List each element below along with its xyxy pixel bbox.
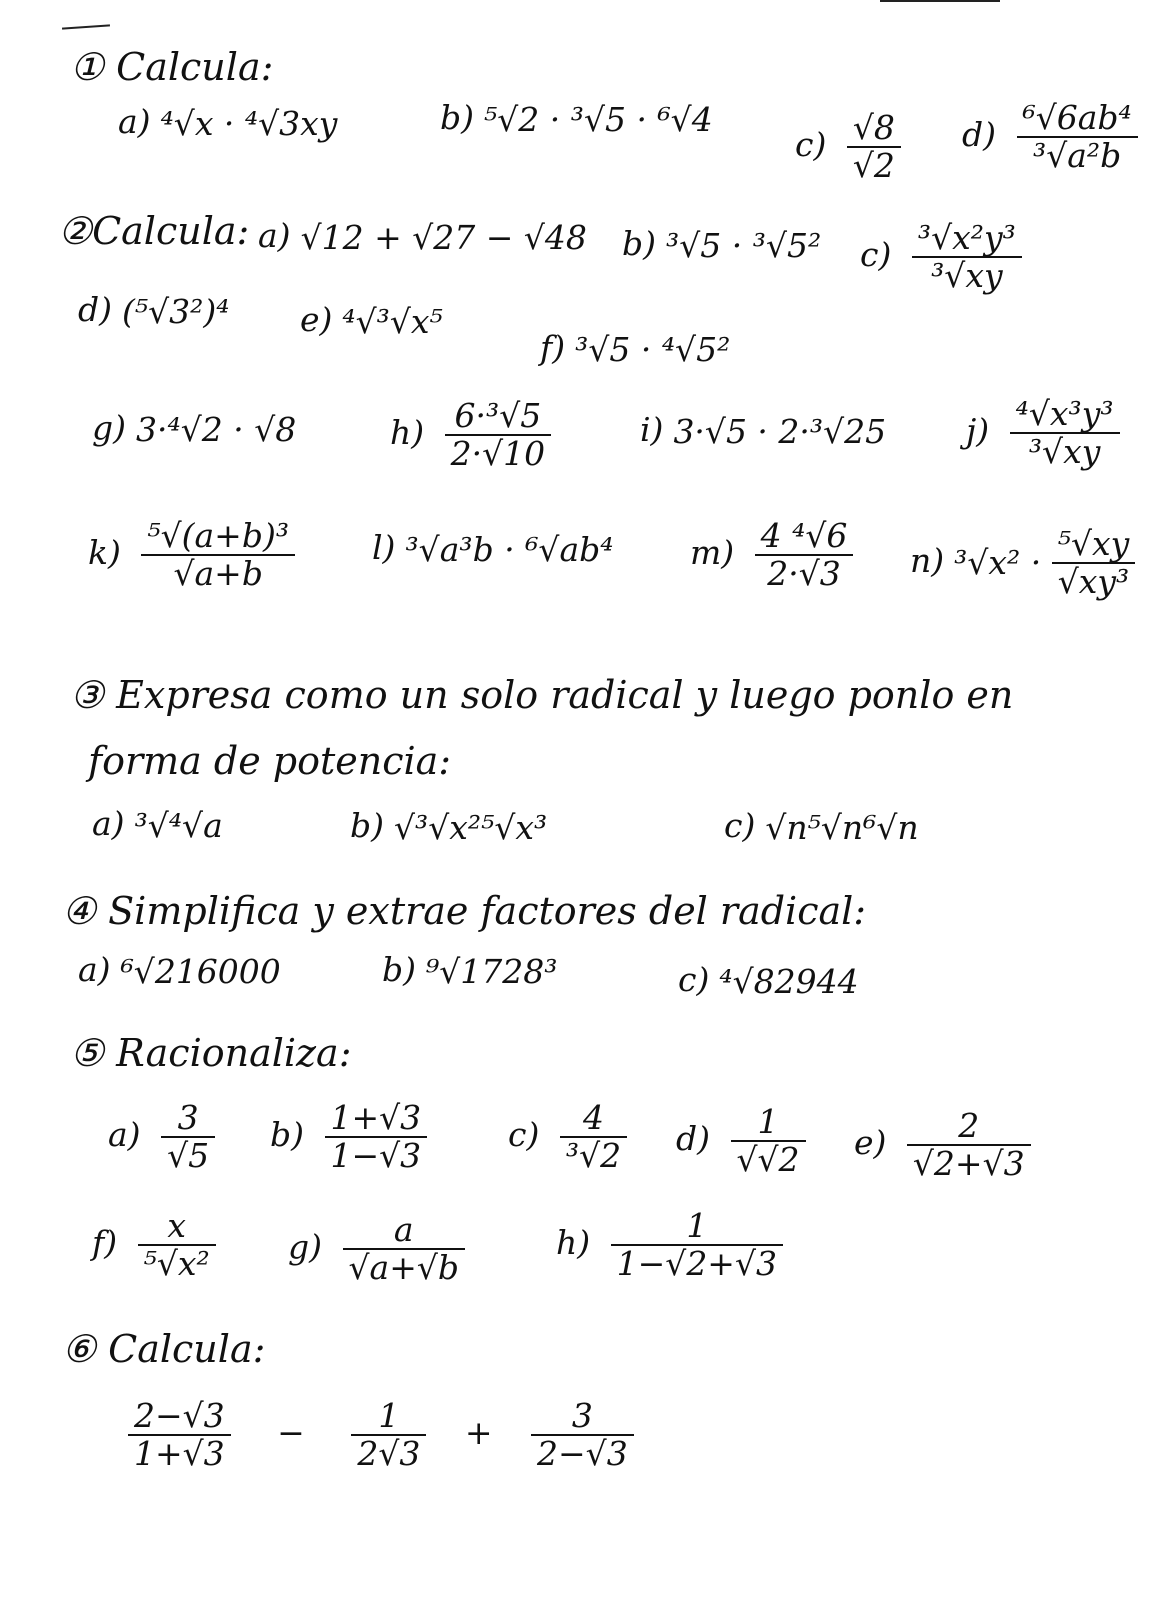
item-label: i) — [640, 410, 664, 449]
item-label: f) — [540, 328, 566, 367]
denominator: ³√xy — [1010, 432, 1120, 470]
item-label: a) — [108, 1115, 141, 1155]
fraction — [912, 220, 1022, 295]
ex2-item-n — [910, 526, 1135, 601]
fraction — [731, 1104, 806, 1179]
ex3-item-a — [92, 806, 223, 844]
fraction — [907, 1108, 1031, 1183]
fraction — [138, 1208, 216, 1283]
item-expr: ⁴√82944 — [719, 961, 859, 1001]
item-label: b) — [270, 1115, 304, 1155]
item-label: a) — [92, 804, 125, 843]
item-label: a) — [258, 216, 291, 255]
item-label: h) — [390, 413, 425, 453]
fraction — [755, 518, 854, 593]
exercise-3-title: ③ Expresa como un solo radical y luego ponlo en — [70, 673, 1014, 717]
exercise-5-title: ⑤ Racionaliza: — [70, 1031, 352, 1075]
denominator: ³√a²b — [1017, 136, 1138, 174]
denominator: 2√3 — [351, 1434, 426, 1472]
ex1-item-a — [118, 104, 337, 142]
denominator: 1+√3 — [128, 1434, 231, 1472]
denominator: 2·√10 — [445, 434, 552, 472]
numerator: 1 — [757, 1102, 779, 1141]
ex2-item-j — [966, 396, 1120, 471]
denominator: 2−√3 — [531, 1434, 634, 1472]
numerator: 2−√3 — [134, 1396, 225, 1435]
numerator: 6·³√5 — [454, 396, 542, 435]
ex3-item-c — [724, 808, 919, 846]
item-label: c) — [508, 1115, 540, 1155]
top-rule — [62, 24, 110, 29]
ex5-item-a — [108, 1100, 215, 1175]
ex4-item-b — [382, 952, 557, 990]
item-label: d) — [962, 115, 996, 155]
item-expr: √12 + √27 − √48 — [300, 217, 587, 257]
numerator: a — [393, 1210, 414, 1249]
denominator: √2 — [847, 146, 901, 184]
ex4-item-a — [78, 952, 281, 990]
numerator: ⁵√(a+b)³ — [147, 516, 290, 555]
item-expr: ³√a³b · ⁶√ab⁴ — [405, 529, 614, 569]
item-label: b) — [622, 224, 656, 263]
ex4-item-c — [678, 962, 859, 1000]
item-expr: ³√5 · ³√5² — [666, 225, 822, 265]
item-label: n) — [910, 541, 945, 581]
item-label: d) — [676, 1119, 710, 1159]
item-label: e) — [300, 300, 333, 339]
item-label: c) — [724, 806, 756, 845]
item-label: g) — [288, 1227, 322, 1267]
ex2-item-k — [88, 518, 295, 593]
numerator: 2 — [958, 1106, 980, 1145]
item-expr: √n⁵√n⁶√n — [765, 807, 919, 847]
item-expr: ⁵√2 · ³√5 · ⁶√4 — [484, 99, 713, 139]
denominator: ³√xy — [912, 256, 1022, 294]
item-label: a) — [118, 102, 151, 141]
item-label: a) — [78, 950, 111, 989]
page-edge-mark — [0, 0, 1163, 4]
fraction-term-3 — [531, 1398, 634, 1473]
denominator: √5 — [161, 1136, 215, 1174]
ex2-item-g — [92, 410, 296, 448]
item-label: h) — [556, 1223, 591, 1263]
ex5-item-f — [92, 1208, 216, 1283]
numerator: 1+√3 — [330, 1098, 422, 1137]
ex5-item-b — [270, 1100, 427, 1175]
numerator: 3 — [177, 1098, 199, 1137]
fraction — [161, 1100, 215, 1175]
numerator: 4 — [582, 1098, 604, 1137]
item-expr: ⁶√216000 — [120, 951, 281, 991]
numerator: ⁶√6ab⁴ — [1022, 98, 1132, 137]
fraction-term-2 — [351, 1398, 426, 1473]
item-expr: ³√5 · ⁴√5² — [575, 329, 731, 369]
ex2-item-e — [300, 302, 443, 340]
item-label: k) — [88, 533, 121, 573]
plus-operator: + — [464, 1413, 493, 1453]
item-label: c) — [860, 235, 892, 275]
denominator: √a+√b — [343, 1248, 466, 1286]
numerator: 1 — [686, 1206, 708, 1245]
item-expr: ³√⁴√a — [134, 805, 223, 845]
exercise-2-title: ②Calcula: — [58, 209, 250, 253]
ex2-item-c — [860, 220, 1022, 295]
ex2-item-d — [78, 292, 229, 330]
numerator: 4 ⁴√6 — [760, 516, 848, 555]
item-label: c) — [678, 960, 710, 999]
numerator: 1 — [378, 1396, 400, 1435]
item-label: c) — [795, 125, 827, 165]
fraction-term-1 — [128, 1398, 231, 1473]
fraction — [1052, 526, 1136, 601]
ex1-item-d — [962, 100, 1138, 175]
numerator: ⁵√xy — [1057, 524, 1130, 563]
item-expr: (⁵√3²)⁴ — [122, 291, 230, 331]
fraction — [560, 1100, 627, 1175]
ex2-item-b — [622, 226, 821, 264]
fraction — [1017, 100, 1138, 175]
exercise-4-title: ④ Simplifica y extrae factores del radical: — [62, 889, 867, 933]
item-label: m) — [690, 533, 735, 573]
item-label: l) — [372, 528, 396, 567]
item-label: g) — [92, 408, 126, 447]
denominator: ³√2 — [560, 1136, 627, 1174]
item-expr: ³√x² · — [954, 543, 1042, 583]
ex2-item-l — [372, 530, 613, 568]
numerator: 3 — [571, 1396, 593, 1435]
ex1-item-c — [795, 110, 901, 185]
ex2-item-m — [690, 518, 853, 593]
item-expr: ⁴√x · ⁴√3xy — [160, 103, 338, 143]
ex2-item-i — [640, 412, 886, 450]
ex2-item-a — [258, 218, 587, 256]
fraction — [343, 1212, 466, 1287]
fraction — [847, 110, 901, 185]
fraction — [1010, 396, 1120, 471]
item-expr: 3·√5 · 2·³√25 — [673, 411, 887, 451]
ex2-item-f — [540, 330, 730, 368]
item-label: j) — [966, 411, 990, 451]
denominator: √2+√3 — [907, 1144, 1031, 1182]
minus-operator: − — [277, 1413, 305, 1453]
ex5-item-h — [556, 1208, 783, 1283]
ex5-item-d — [676, 1104, 806, 1179]
exercise-6-title: ⑥ Calcula: — [62, 1327, 266, 1371]
denominator: √xy³ — [1052, 562, 1136, 600]
denominator: √a+b — [141, 554, 295, 592]
numerator: ³√x²y³ — [917, 218, 1016, 257]
ex5-item-e — [854, 1108, 1031, 1183]
fraction — [141, 518, 295, 593]
ex2-item-h — [390, 398, 551, 473]
numerator: √8 — [852, 108, 895, 147]
fraction — [611, 1208, 783, 1283]
item-label: b) — [350, 806, 384, 845]
item-label: f) — [92, 1223, 118, 1263]
item-label: d) — [78, 290, 112, 329]
numerator: x — [167, 1206, 186, 1245]
item-expr: √³√x²⁵√x³ — [394, 807, 548, 847]
exercise-3-title-cont: forma de potencia: — [88, 739, 452, 783]
denominator: 1−√2+√3 — [611, 1244, 783, 1282]
ex5-item-g — [288, 1212, 465, 1287]
item-expr: ⁹√1728³ — [426, 951, 558, 991]
item-label: b) — [382, 950, 416, 989]
item-expr: 3·⁴√2 · √8 — [136, 409, 297, 449]
ex5-item-c — [508, 1100, 627, 1175]
item-label: e) — [854, 1123, 887, 1163]
denominator: 2·√3 — [755, 554, 854, 592]
ex1-item-b — [440, 100, 713, 138]
denominator: √√2 — [731, 1140, 806, 1178]
ex6-expression — [128, 1398, 634, 1473]
exercise-1-title: ① Calcula: — [70, 45, 274, 89]
numerator: ⁴√x³y³ — [1015, 394, 1114, 433]
denominator: 1−√3 — [325, 1136, 428, 1174]
item-expr: ⁴√³√x⁵ — [342, 301, 443, 341]
denominator: ⁵√x² — [138, 1244, 216, 1282]
fraction — [445, 398, 552, 473]
fraction — [325, 1100, 428, 1175]
ex3-item-b — [350, 808, 547, 846]
item-label: b) — [440, 98, 474, 137]
